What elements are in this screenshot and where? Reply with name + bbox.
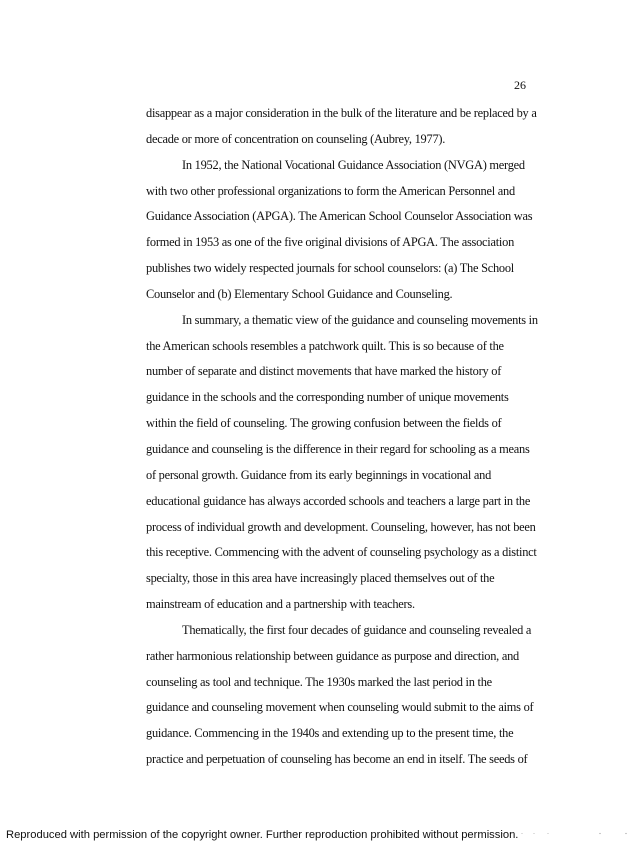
- text-line: of personal growth. Guidance from its early beginnings in vocational and: [146, 467, 492, 482]
- text-line: Guidance Association (APGA). The American School Counselor Association was: [146, 209, 533, 224]
- text-line: specialty, those in this area have increasingly placed themselves out of the: [146, 571, 495, 586]
- text-line: guidance in the schools and the corresponding number of unique movements: [146, 390, 509, 405]
- paragraph-start-line: Thematically, the first four decades of guidance and counseling revealed a: [182, 622, 532, 637]
- text-line: guidance and counseling is the difference in their regard for schooling as a means: [146, 441, 530, 456]
- text-line: disappear as a major consideration in the bulk of the literature and be replaced by a: [146, 106, 537, 120]
- text-line: educational guidance has always accorded schools and teachers a large part in the: [146, 493, 531, 508]
- text-line: within the field of counseling. The growing confusion between the fields of: [146, 416, 502, 431]
- text-line: counseling as tool and technique. The 1930s marked the last period in the: [146, 674, 492, 689]
- copyright-notice: Reproduced with permission of the copyright owner. Further reproduction prohibited without permission.: [6, 829, 519, 841]
- text-line: number of separate and distinct movements that have marked the history of: [146, 364, 502, 379]
- text-line: with two other professional organizations to form the American Personnel and: [146, 183, 515, 198]
- text-line: process of individual growth and development. Counseling, however, has not been: [146, 519, 536, 534]
- paragraph-start-line: In summary, a thematic view of the guidance and counseling movements in: [182, 312, 538, 327]
- text-line: publishes two widely respected journals for school counselors: (a) The School: [146, 261, 514, 276]
- text-line: this receptive. Commencing with the advent of counseling psychology as a distinct: [146, 545, 537, 560]
- text-line: Counselor and (b) Elementary School Guidance and Counseling.: [146, 286, 453, 301]
- text-line: decade or more of concentration on counseling (Aubrey, 1977).: [146, 131, 446, 146]
- text-line: rather harmonious relationship between guidance as purpose and direction, and: [146, 648, 519, 663]
- paragraph-start-line: In 1952, the National Vocational Guidance Association (NVGA) merged: [182, 157, 525, 172]
- text-line: practice and perpetuation of counseling has become an end in itself. The seeds of: [146, 752, 528, 767]
- page-number: 26: [514, 78, 526, 92]
- text-line: the American schools resembles a patchwork quilt. This is so because of the: [146, 338, 504, 353]
- text-line: guidance and counseling movement when counseling would submit to the aims of: [146, 700, 534, 715]
- text-line: guidance. Commencing in the 1940s and extending up to the present time, the: [146, 726, 514, 741]
- text-line: formed in 1953 as one of the five original divisions of APGA. The association: [146, 235, 515, 250]
- body-text: [146, 101, 538, 773]
- text-line: mainstream of education and a partnership with teachers.: [146, 597, 415, 612]
